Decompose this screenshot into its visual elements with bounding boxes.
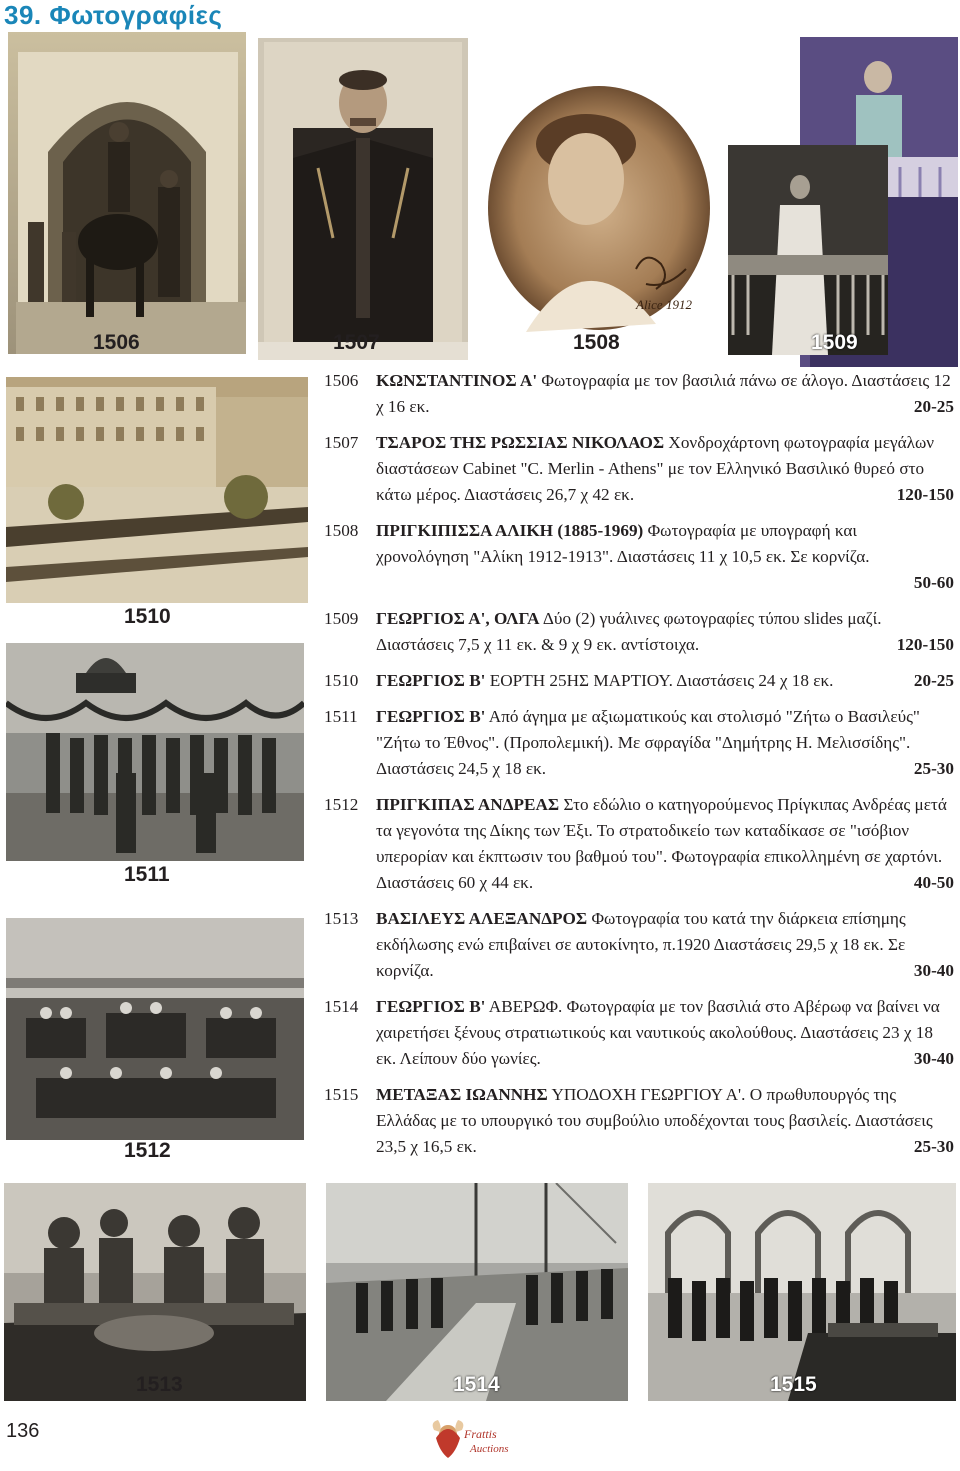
photo-1507-label: 1507	[333, 331, 380, 354]
lot-price: 20-25	[913, 671, 954, 690]
photo-1510-label: 1510	[124, 605, 171, 628]
lot-title: ΜΕΤΑΞΑΣ ΙΩΑΝΝΗΣ	[376, 1085, 548, 1104]
lot-entry-1508	[324, 518, 954, 596]
lot-entry-1510	[324, 668, 954, 694]
lot-number: 1515	[324, 1085, 359, 1104]
lot-title: ΠΡΙΓΚΙΠΑΣ ΑΝΔΡΕΑΣ	[376, 795, 560, 814]
lot-price: 40-50	[913, 873, 954, 892]
lot-entry-1512	[324, 792, 954, 896]
lot-title: ΓΕΩΡΓΙΟΣ Β'	[376, 671, 486, 690]
lot-entry-1507	[324, 430, 954, 508]
lot-description: Χονδροχάρτονη φωτογραφία μεγάλων διαστάσεων Cabinet "C. Merlin - Athens" με τον Ελληνικό Βασιλικό θυρεό στο κάτω μέρος. Διαστάσεις 26,7 χ 42 εκ.	[376, 433, 935, 504]
lot-number: 1508	[324, 521, 359, 540]
signature-text: Alice 1912	[636, 297, 692, 312]
photo-1508	[486, 84, 712, 332]
lot-title: ΠΡΙΓΚΙΠΙΣΣΑ ΑΛΙΚΗ (1885-1969)	[376, 521, 644, 540]
lot-description: Στο εδώλιο ο κατηγορούμενος Πρίγκιπας Ανδρέας μετά τα γεγονότα της Δίκης των Έξι. Το στρατοδικείο των καταδίκασε σε "ισόβιον υπερορίαν και έκπτωσιν του βαθμού του". Φωτογραφία επικολλημένη σε χαρτόνι. Διαστάσεις 60 χ 44 εκ.	[376, 795, 947, 892]
lot-price: 120-150	[896, 485, 954, 504]
photo-1506	[8, 32, 246, 354]
lot-number: 1507	[324, 433, 359, 452]
lot-description: ΕΟΡΤΗ 25ΗΣ ΜΑΡΤΙΟΥ. Διαστάσεις 24 χ 18 εκ.	[485, 671, 834, 690]
photo-1508-label: 1508	[573, 331, 620, 354]
lot-number: 1510	[324, 671, 359, 690]
logo-text-1: Frattis	[464, 1427, 497, 1441]
lot-number: 1506	[324, 371, 359, 390]
photo-1515-label: 1515	[770, 1373, 817, 1396]
lot-price: 120-150	[896, 635, 954, 654]
photo-1506-label: 1506	[93, 331, 140, 354]
page-number: 136	[6, 1420, 40, 1442]
photo-1514	[326, 1183, 628, 1401]
lot-price: 50-60	[913, 573, 954, 592]
lot-description: ΥΠΟΔΟΧΗ ΓΕΩΡΓΙΟΥ Α'. Ο πρωθυπουργός της Ελλάδας με το υπουργικό του συμβούλιο υποδέχονται τους βασιλείς. Διαστάσεις 23,5 χ 16,5 εκ.	[376, 1085, 933, 1156]
lot-description: Φωτογραφία του κατά την διάρκεια επίσημης εκδήλωσης ενώ επιβαίνει σε αυτοκίνητο, π.1920 Διαστάσεις 29,5 χ 18 εκ. Σε κορνίζα.	[376, 909, 906, 980]
page-title: 39. Φωτογραφίες	[4, 0, 223, 30]
lot-title: ΤΣΑΡΟΣ ΤΗΣ ΡΩΣΣΙΑΣ ΝΙΚΟΛΑΟΣ	[376, 433, 665, 452]
photo-1513	[4, 1183, 306, 1401]
lot-title: ΓΕΩΡΓΙΟΣ Β'	[376, 997, 486, 1016]
photo-1512-label: 1512	[124, 1139, 171, 1162]
lot-description: Από άγημα με αξιωματικούς και στολισμό "Ζήτω ο Βασιλεύς" "Ζήτω το Έθνος". (Προπολεμική). Με σφραγίδα "Δημήτρης Η. Μελισσίδης". Διαστάσεις 24,5 χ 18 εκ.	[376, 707, 920, 778]
lot-number: 1513	[324, 909, 359, 928]
photo-1513-label: 1513	[136, 1373, 183, 1396]
lot-price: 25-30	[913, 759, 954, 778]
lot-descriptions	[324, 368, 954, 1170]
lot-number: 1509	[324, 609, 359, 628]
lot-entry-1506	[324, 368, 954, 420]
frattis-auctions-logo	[430, 1416, 530, 1466]
lot-description: ΑΒΕΡΩΦ. Φωτογραφία με τον βασιλιά στο Αβέρωφ να βαίνει να χαιρετήσει ξένους στρατιωτικούς και ναυτικούς ακολούθους. Διαστάσεις 23 χ 18 εκ. Λείπουν δύο γωνίες.	[376, 997, 940, 1068]
lot-entry-1515	[324, 1082, 954, 1160]
lot-price: 30-40	[913, 1049, 954, 1068]
photo-1511	[6, 643, 304, 861]
lot-number: 1512	[324, 795, 359, 814]
logo-text-2: Auctions	[470, 1443, 509, 1455]
photo-1514-label: 1514	[453, 1373, 500, 1396]
photo-1512	[6, 918, 304, 1140]
photo-1515	[648, 1183, 956, 1401]
lot-price: 20-25	[913, 397, 954, 416]
lot-title: ΓΕΩΡΓΙΟΣ Α', ΟΛΓΑ	[376, 609, 540, 628]
lot-number: 1514	[324, 997, 359, 1016]
lot-description: Φωτογραφία με τον βασιλιά πάνω σε άλογο. Διαστάσεις 12 χ 16 εκ.	[376, 371, 951, 416]
lot-price: 30-40	[913, 961, 954, 980]
lot-title: ΓΕΩΡΓΙΟΣ Β'	[376, 707, 486, 726]
lot-entry-1514	[324, 994, 954, 1072]
photo-1510	[6, 377, 308, 603]
lot-number: 1511	[324, 707, 358, 726]
lot-description: Φωτογραφία με υπογραφή και χρονολόγηση "Αλίκη 1912-1913". Διαστάσεις 11 χ 10,5 εκ. Σε κορνίζα.	[376, 521, 870, 566]
lot-title: ΒΑΣΙΛΕΥΣ ΑΛΕΞΑΝΔΡΟΣ	[376, 909, 588, 928]
photo-1507	[258, 38, 468, 360]
lot-description: Δύο (2) γυάλινες φωτογραφίες τύπου slides μαζί. Διαστάσεις 7,5 χ 11 εκ. & 9 χ 9 εκ. αντίστοιχα.	[376, 609, 882, 654]
lot-entry-1513	[324, 906, 954, 984]
photo-1509-slide-b	[728, 145, 888, 355]
lot-entry-1511	[324, 704, 954, 782]
photo-1509-label: 1509	[811, 331, 858, 354]
lot-entry-1509	[324, 606, 954, 658]
photo-1511-label: 1511	[124, 863, 170, 886]
lot-title: ΚΩΝΣΤΑΝΤΙΝΟΣ Α'	[376, 371, 538, 390]
lot-price: 25-30	[913, 1137, 954, 1156]
